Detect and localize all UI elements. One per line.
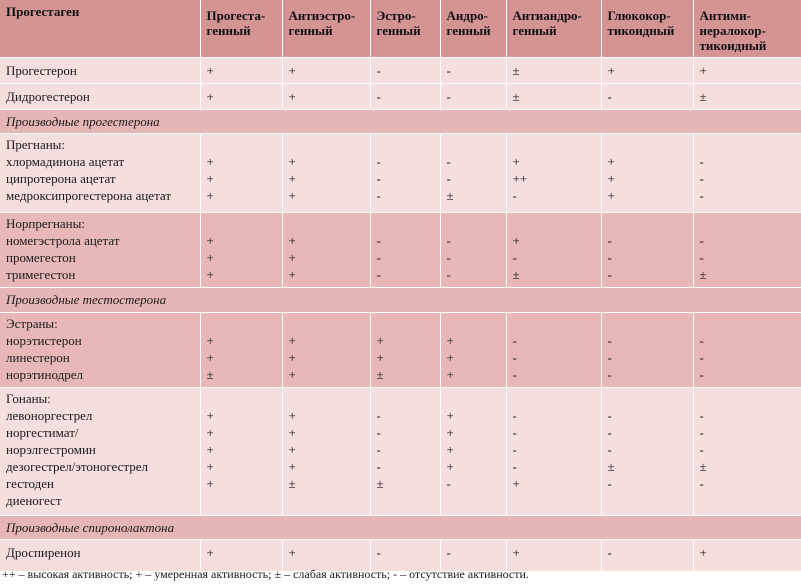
column-header-3 <box>370 0 440 57</box>
activity-value: - <box>512 187 517 203</box>
activity-cell <box>282 212 370 287</box>
table-row <box>0 312 801 387</box>
activity-value: - <box>376 88 381 104</box>
activity-value: + <box>288 62 296 78</box>
activity-cell <box>601 57 693 83</box>
activity-value <box>207 136 282 153</box>
activity-value: + <box>288 332 296 348</box>
activity-value: ± <box>512 88 520 104</box>
progestagen-name: Дроспиренон <box>6 544 81 560</box>
activity-value <box>700 136 801 153</box>
activity-value: + <box>446 441 454 457</box>
activity-value: - <box>607 366 612 382</box>
activity-cell <box>282 57 370 83</box>
activity-value: - <box>699 249 704 265</box>
table-body <box>0 57 801 571</box>
activity-value <box>700 390 801 407</box>
activity-value: - <box>512 424 517 440</box>
section-row <box>0 109 801 133</box>
column-header-2 <box>282 0 370 57</box>
activity-value: + <box>512 475 520 491</box>
activity-value: + <box>607 153 615 169</box>
progestagen-name: норгестимат/ <box>6 424 79 440</box>
activity-cell <box>693 57 801 83</box>
activity-value: + <box>446 407 454 423</box>
activity-cell <box>370 83 440 109</box>
activity-value: + <box>607 170 615 186</box>
activity-value: - <box>699 424 704 440</box>
activity-value <box>608 390 693 407</box>
footnote: ++ – высокая активность; + – умеренная активность; ± – слабая активность; - – отсутствие активности. <box>2 567 529 581</box>
progestagen-name: Эстраны: <box>6 315 58 331</box>
activity-value: ± <box>512 62 520 78</box>
activity-value: + <box>206 332 214 348</box>
progestagen-name: гестоден <box>6 475 55 491</box>
activity-value: + <box>206 62 214 78</box>
activity-value: - <box>446 266 451 282</box>
activity-cell <box>506 312 601 387</box>
progestagen-name: норэтистерон <box>6 332 82 348</box>
activity-value <box>608 315 693 332</box>
progestagen-name-cell <box>0 57 200 83</box>
activity-value: + <box>206 475 214 491</box>
header-row <box>0 0 801 57</box>
activity-value: + <box>288 266 296 282</box>
activity-value: + <box>446 458 454 474</box>
activity-value <box>207 315 282 332</box>
activity-value: + <box>288 88 296 104</box>
activity-value: - <box>607 475 612 491</box>
header-text: Антиандро- <box>512 8 582 23</box>
progestagen-name: промегестон <box>6 249 76 265</box>
activity-value: + <box>206 424 214 440</box>
activity-cell <box>440 133 506 212</box>
activity-value: - <box>607 424 612 440</box>
table-row <box>0 387 801 515</box>
section-label: Производные спиронолактона <box>0 515 801 539</box>
activity-value: + <box>512 232 520 248</box>
activity-cell <box>282 312 370 387</box>
progestagen-name: тримегестон <box>6 266 76 282</box>
activity-value <box>377 315 440 332</box>
activity-value: ± <box>607 458 615 474</box>
table-row <box>0 83 801 109</box>
activity-value: + <box>206 441 214 457</box>
activity-value: - <box>699 232 704 248</box>
header-text: генный <box>512 23 557 38</box>
activity-value: + <box>376 349 384 365</box>
activity-value: ± <box>206 366 214 382</box>
activity-value <box>513 315 601 332</box>
progestagen-name: диеногест <box>6 492 62 508</box>
section-label: Производные тестостерона <box>0 287 801 312</box>
activity-value: - <box>699 441 704 457</box>
activity-value: ± <box>288 475 296 491</box>
activity-value <box>377 136 440 153</box>
column-header-1 <box>200 0 282 57</box>
progestagen-name: линестерон <box>6 349 70 365</box>
activity-value <box>377 215 440 232</box>
activity-value: + <box>206 232 214 248</box>
activity-cell <box>370 387 440 515</box>
activity-value: + <box>206 249 214 265</box>
activity-value: + <box>288 544 296 560</box>
activity-value: - <box>607 266 612 282</box>
activity-value: ++ <box>512 170 528 186</box>
activity-value: + <box>206 458 214 474</box>
activity-value: - <box>699 153 704 169</box>
activity-value <box>289 215 370 232</box>
activity-cell <box>200 312 282 387</box>
activity-value: - <box>376 153 381 169</box>
activity-value: - <box>699 349 704 365</box>
activity-value: - <box>512 332 517 348</box>
activity-cell <box>506 133 601 212</box>
activity-value: - <box>607 349 612 365</box>
activity-value: - <box>699 187 704 203</box>
header-text: Глюкокор- <box>607 8 671 23</box>
activity-cell <box>601 312 693 387</box>
activity-value: - <box>376 407 381 423</box>
activity-cell <box>693 83 801 109</box>
activity-cell <box>370 133 440 212</box>
activity-value: - <box>376 441 381 457</box>
activity-cell <box>693 133 801 212</box>
activity-value: + <box>288 424 296 440</box>
activity-value <box>207 390 282 407</box>
table-row <box>0 133 801 212</box>
activity-value: - <box>699 332 704 348</box>
activity-cell <box>506 83 601 109</box>
activity-value: - <box>512 458 517 474</box>
activity-value: + <box>288 407 296 423</box>
progestagen-name: Норпрегнаны: <box>6 215 85 231</box>
activity-value: - <box>607 407 612 423</box>
progestagen-name: ципротерона ацетат <box>6 170 116 186</box>
activity-value: ± <box>376 366 384 382</box>
activity-cell <box>440 57 506 83</box>
activity-cell <box>440 312 506 387</box>
activity-value: ± <box>699 458 707 474</box>
activity-cell <box>282 133 370 212</box>
activity-value: + <box>446 332 454 348</box>
activity-value: + <box>446 349 454 365</box>
header-text: генный <box>206 23 251 38</box>
activity-value <box>447 315 506 332</box>
activity-value <box>608 136 693 153</box>
activity-cell <box>693 312 801 387</box>
activity-value: + <box>206 349 214 365</box>
activity-value: - <box>446 249 451 265</box>
header-text: тикоидный <box>699 38 767 53</box>
activity-value: - <box>376 187 381 203</box>
progestagen-name: Прогестерон <box>6 62 77 78</box>
activity-value: + <box>288 441 296 457</box>
activity-cell <box>370 57 440 83</box>
activity-value: - <box>376 458 381 474</box>
activity-value <box>289 136 370 153</box>
activity-cell <box>506 57 601 83</box>
header-text: Антиэстро- <box>288 8 356 23</box>
activity-value: ± <box>699 88 707 104</box>
progestagen-name: левоноргестрел <box>6 407 93 423</box>
activity-value: + <box>206 170 214 186</box>
activity-value: - <box>512 366 517 382</box>
activity-value: - <box>699 170 704 186</box>
progestagen-name: дезогестрел/этоногестрел <box>6 458 149 474</box>
activity-value: - <box>446 170 451 186</box>
activity-value <box>513 136 601 153</box>
activity-value: - <box>446 62 451 78</box>
activity-cell <box>200 57 282 83</box>
activity-value: - <box>607 332 612 348</box>
activity-cell <box>601 539 693 571</box>
activity-value: - <box>607 88 612 104</box>
activity-cell <box>693 539 801 571</box>
progestagen-name-cell <box>0 387 200 515</box>
activity-value: - <box>512 441 517 457</box>
activity-value: - <box>446 232 451 248</box>
progestagen-name: норэтинодрел <box>6 366 83 382</box>
activity-value: + <box>206 187 214 203</box>
column-header-progestagen <box>0 0 200 57</box>
header-text: генный <box>288 23 333 38</box>
activity-cell <box>440 387 506 515</box>
activity-cell <box>200 387 282 515</box>
activity-value: - <box>376 424 381 440</box>
activity-value: + <box>512 153 520 169</box>
activity-cell <box>282 387 370 515</box>
activity-cell <box>200 83 282 109</box>
activity-value: + <box>512 544 520 560</box>
table-row <box>0 212 801 287</box>
progestagen-name: номегэстрола ацетат <box>6 232 120 248</box>
activity-value: + <box>446 424 454 440</box>
activity-value: - <box>512 249 517 265</box>
activity-value: - <box>376 232 381 248</box>
activity-value: + <box>446 366 454 382</box>
activity-cell <box>370 212 440 287</box>
header-text: генный <box>376 23 421 38</box>
activity-value: + <box>288 458 296 474</box>
activity-value: + <box>206 266 214 282</box>
activity-value <box>289 390 370 407</box>
activity-value: + <box>288 232 296 248</box>
activity-cell <box>693 212 801 287</box>
activity-value: - <box>376 170 381 186</box>
progestagen-name: норэлгестромин <box>6 441 96 457</box>
activity-value: + <box>699 62 707 78</box>
activity-value <box>513 390 601 407</box>
activity-value <box>447 215 506 232</box>
progestagen-name-cell <box>0 83 200 109</box>
activity-value: + <box>288 153 296 169</box>
table-row <box>0 57 801 83</box>
activity-value: + <box>607 62 615 78</box>
progestagen-name: Прегнаны: <box>6 136 66 152</box>
progestagen-name-cell <box>0 312 200 387</box>
activity-value: - <box>376 62 381 78</box>
activity-cell <box>601 83 693 109</box>
header-text: Андро- <box>446 8 489 23</box>
activity-value: - <box>512 407 517 423</box>
column-header-5 <box>506 0 601 57</box>
activity-cell <box>693 387 801 515</box>
activity-value: - <box>607 249 612 265</box>
progestagen-name: Дидрогестерон <box>6 88 90 104</box>
progestagen-name: медроксипрогестерона ацетат <box>6 187 172 203</box>
activity-value <box>377 390 440 407</box>
activity-value: - <box>607 441 612 457</box>
activity-value: - <box>376 249 381 265</box>
activity-value: - <box>446 544 451 560</box>
header-text: Эстро- <box>376 8 416 23</box>
activity-value: + <box>607 187 615 203</box>
activity-value <box>447 390 506 407</box>
activity-value <box>700 215 801 232</box>
header-text: генный <box>446 23 491 38</box>
activity-value: + <box>206 88 214 104</box>
activity-cell <box>601 133 693 212</box>
activity-value: - <box>376 544 381 560</box>
column-header-6 <box>601 0 693 57</box>
activity-value: - <box>607 232 612 248</box>
activity-value: + <box>288 349 296 365</box>
activity-value: + <box>206 407 214 423</box>
progestagen-name-cell <box>0 212 200 287</box>
activity-cell <box>601 212 693 287</box>
header-text: нералокор- <box>699 23 766 38</box>
activity-value: - <box>607 544 612 560</box>
activity-value: - <box>699 407 704 423</box>
section-row <box>0 287 801 312</box>
activity-value: + <box>288 170 296 186</box>
activity-value <box>207 215 282 232</box>
activity-value: - <box>446 153 451 169</box>
column-header-4 <box>440 0 506 57</box>
section-row <box>0 515 801 539</box>
activity-value: - <box>446 88 451 104</box>
activity-cell <box>440 212 506 287</box>
activity-value: ± <box>376 475 384 491</box>
activity-value: + <box>206 544 214 560</box>
activity-value: + <box>206 153 214 169</box>
activity-value: - <box>376 266 381 282</box>
activity-value <box>700 315 801 332</box>
activity-value: - <box>699 475 704 491</box>
activity-value: - <box>512 349 517 365</box>
activity-value <box>447 136 506 153</box>
activity-value <box>513 215 601 232</box>
activity-cell <box>370 312 440 387</box>
header-text: Прогестаген <box>6 4 80 19</box>
activity-cell <box>440 83 506 109</box>
activity-value: ± <box>699 266 707 282</box>
activity-value <box>608 215 693 232</box>
activity-cell <box>200 212 282 287</box>
activity-value: ± <box>446 187 454 203</box>
activity-value: + <box>288 366 296 382</box>
activity-value: - <box>446 475 451 491</box>
activity-cell <box>506 387 601 515</box>
section-label: Производные прогестерона <box>0 109 801 133</box>
activity-cell <box>200 133 282 212</box>
header-text: Прогеста- <box>206 8 266 23</box>
progestagen-name: Гонаны: <box>6 390 51 406</box>
progestagen-name: хлормадинона ацетат <box>6 153 125 169</box>
activity-value <box>289 315 370 332</box>
column-header-7 <box>693 0 801 57</box>
activity-value: + <box>288 187 296 203</box>
header-text: тикоидный <box>607 23 675 38</box>
activity-cell <box>282 83 370 109</box>
activity-value: ± <box>512 266 520 282</box>
activity-value: - <box>699 366 704 382</box>
activity-cell <box>601 387 693 515</box>
progestagen-name-cell <box>0 133 200 212</box>
header-text: Антими- <box>699 8 751 23</box>
activity-value: + <box>376 332 384 348</box>
activity-cell <box>506 212 601 287</box>
activity-value: + <box>699 544 707 560</box>
activity-value: + <box>288 249 296 265</box>
